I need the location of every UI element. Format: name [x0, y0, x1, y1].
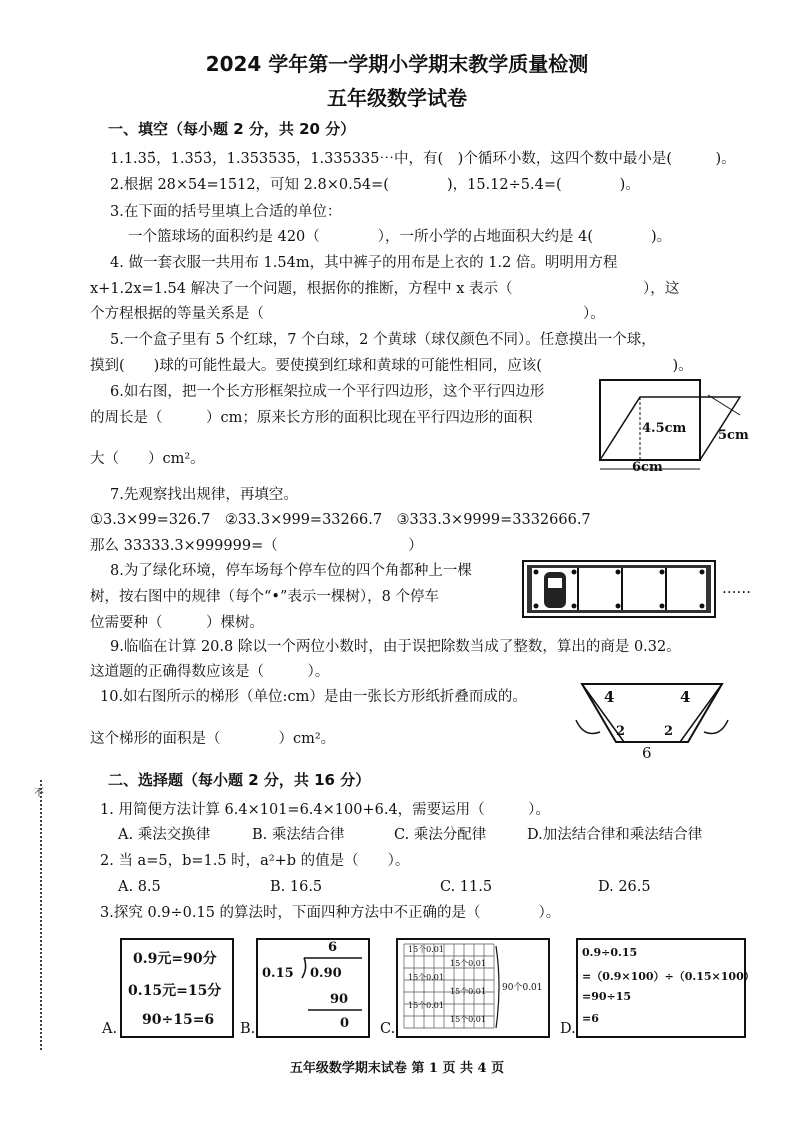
q2-1: 1. 用简便方法计算 6.4×101=6.4×100+6.4，需要运用（ ）。 [100, 802, 550, 818]
q1-10b: 这个梯形的面积是（ ）cm²。 [90, 731, 336, 747]
binding-margin-line [40, 780, 42, 1050]
option-b-quotient: 6 [328, 940, 338, 955]
q1-4b: x+1.2x=1.54 解决了一个问题，根据你的推断，方程中 x 表示（ ），这 [90, 281, 680, 297]
option-c-cell-2: 15个0.01 [450, 959, 486, 968]
q2-1-opt-b: B. 乘法结合律 [252, 827, 345, 843]
q8-ellipsis: …… [722, 581, 751, 597]
q1-4a: 4. 做一套衣服一共用布 1.54m，其中裤子的用布是上衣的 1.2 倍。明明用方程 [110, 255, 618, 271]
option-b-dividend: 0.90 [310, 966, 342, 981]
option-c-cell-1: 15个0.01 [408, 945, 444, 954]
option-b-divisor: 0.15 [262, 966, 294, 981]
q1-8c: 位需要种（ ）棵树。 [90, 615, 264, 631]
q2-2-opt-a: A. 8.5 [118, 879, 161, 895]
exam-title: 2024 学年第一学期小学期末教学质量检测 [205, 52, 589, 76]
option-a-line2: 0.15元=15分 [128, 983, 222, 999]
option-b-remainder: 0 [340, 1016, 350, 1031]
exam-subtitle: 五年级数学试卷 [327, 86, 467, 110]
q2-1-opt-c: C. 乘法分配律 [394, 827, 487, 843]
q1-6c: 大（ ）cm²。 [90, 451, 205, 467]
q1-5b: 摸到( )球的可能性最大。要使摸到红球和黄球的可能性相同，应该( )。 [90, 358, 693, 374]
option-a-line3: 90÷15=6 [142, 1012, 215, 1028]
q10-label-right-2: 2 [664, 724, 674, 739]
page-footer: 五年级数学期末试卷 第 1 页 共 4 页 [289, 1061, 505, 1076]
option-d-line4: =6 [582, 1012, 599, 1025]
q2-1-opt-d: D.加法结合律和乘法结合律 [527, 827, 703, 843]
q2-2-opt-d: D. 26.5 [598, 879, 651, 895]
option-b-division-lines [256, 938, 370, 1038]
q10-trapezoid-figure [570, 680, 740, 760]
q6-side-label: 5cm [718, 428, 749, 443]
option-b-product: 90 [330, 992, 349, 1007]
q1-5a: 5.一个盒子里有 5 个红球，7 个白球，2 个黄球（球仅颜色不同）。任意摸出一个球， [110, 332, 656, 348]
q1-3b: 一个篮球场的面积约是 420（ ），一所小学的占地面积大约是 4( )。 [128, 229, 672, 245]
q2-3-label-a: A. [102, 1021, 118, 1037]
option-a-line1: 0.9元=90分 [133, 951, 217, 967]
section2-heading: 二、选择题（每小题 2 分，共 16 分） [108, 771, 371, 789]
q1-7a: 7.先观察找出规律，再填空。 [110, 487, 298, 503]
q2-3-label-c: C. [380, 1021, 396, 1037]
q1-1: 1.1.35̇，1.35̇3̇，1.353535，1.335335⋯中，有( )个循环小数，这四个数中最小是( )。 [110, 151, 736, 167]
option-d-line1: 0.9÷0.15 [582, 946, 638, 959]
q1-10a: 10.如右图所示的梯形（单位:cm）是由一张长方形纸折叠而成的。 [100, 689, 527, 705]
q2-3-label-d: D. [560, 1021, 576, 1037]
margin-mark: 不 [34, 788, 44, 799]
q1-6b: 的周长是（ ）cm；原来长方形的面积比现在平行四边形的面积 [90, 410, 533, 426]
q2-2-opt-c: C. 11.5 [440, 879, 493, 895]
q6-height-label: 4.5cm [642, 421, 687, 436]
option-c-total: 90个0.01 [502, 983, 543, 993]
q1-6a: 6.如右图，把一个长方形框架拉成一个平行四边形，这个平行四边形 [110, 384, 545, 400]
q1-7b: ①3.3×99=326.7 ②33.3×999=33266.7 ③333.3×9999=3332666.7 [90, 512, 591, 528]
q10-label-base: 6 [642, 744, 652, 762]
q1-4c: 个方程根据的等量关系是（ ）。 [90, 306, 605, 322]
q8-parking-figure [522, 560, 722, 620]
q1-7c: 那么 33333.3×999999=（ ） [90, 538, 423, 554]
q2-2-opt-b: B. 16.5 [270, 879, 323, 895]
option-c-cell-3: 15个0.01 [408, 973, 444, 982]
q10-label-left-2: 2 [616, 724, 626, 739]
option-c-cell-6: 15个0.01 [450, 1015, 486, 1024]
q1-2: 2.根据 28×54=1512，可知 2.8×0.54=( )，15.12÷5.4=( )。 [110, 177, 640, 193]
section1-heading: 一、填空（每小题 2 分，共 20 分） [108, 120, 356, 138]
q1-8b: 树，按右图中的规律（每个“•”表示一棵树），8 个停车 [90, 589, 439, 605]
q10-label-left-4: 4 [604, 688, 615, 706]
option-d-line3: =90÷15 [582, 990, 632, 1003]
q2-3-label-b: B. [240, 1021, 256, 1037]
q2-3: 3.探究 0.9÷0.15 的算法时，下面四种方法中不正确的是（ ）。 [100, 905, 561, 921]
q1-9b: 这道题的正确得数应该是（ ）。 [90, 664, 330, 680]
option-c-cell-4: 15个0.01 [450, 987, 486, 996]
q1-3a: 3.在下面的括号里填上合适的单位： [110, 204, 342, 220]
q1-8a: 8.为了绿化环境，停车场每个停车位的四个角都种上一棵 [110, 563, 472, 579]
q2-2: 2. 当 a=5，b=1.5 时，a²+b 的值是（ ）。 [100, 853, 410, 869]
q1-9a: 9.临临在计算 20.8 除以一个两位小数时，由于误把除数当成了整数，算出的商是 0.32。 [110, 639, 681, 655]
option-d-line2: =（0.9×100）÷（0.15×100） [582, 970, 755, 983]
option-c-cell-5: 15个0.01 [408, 1001, 444, 1010]
q6-base-label: 6cm [632, 460, 663, 475]
q2-1-opt-a: A. 乘法交换律 [118, 827, 211, 843]
q10-label-right-4: 4 [680, 688, 691, 706]
